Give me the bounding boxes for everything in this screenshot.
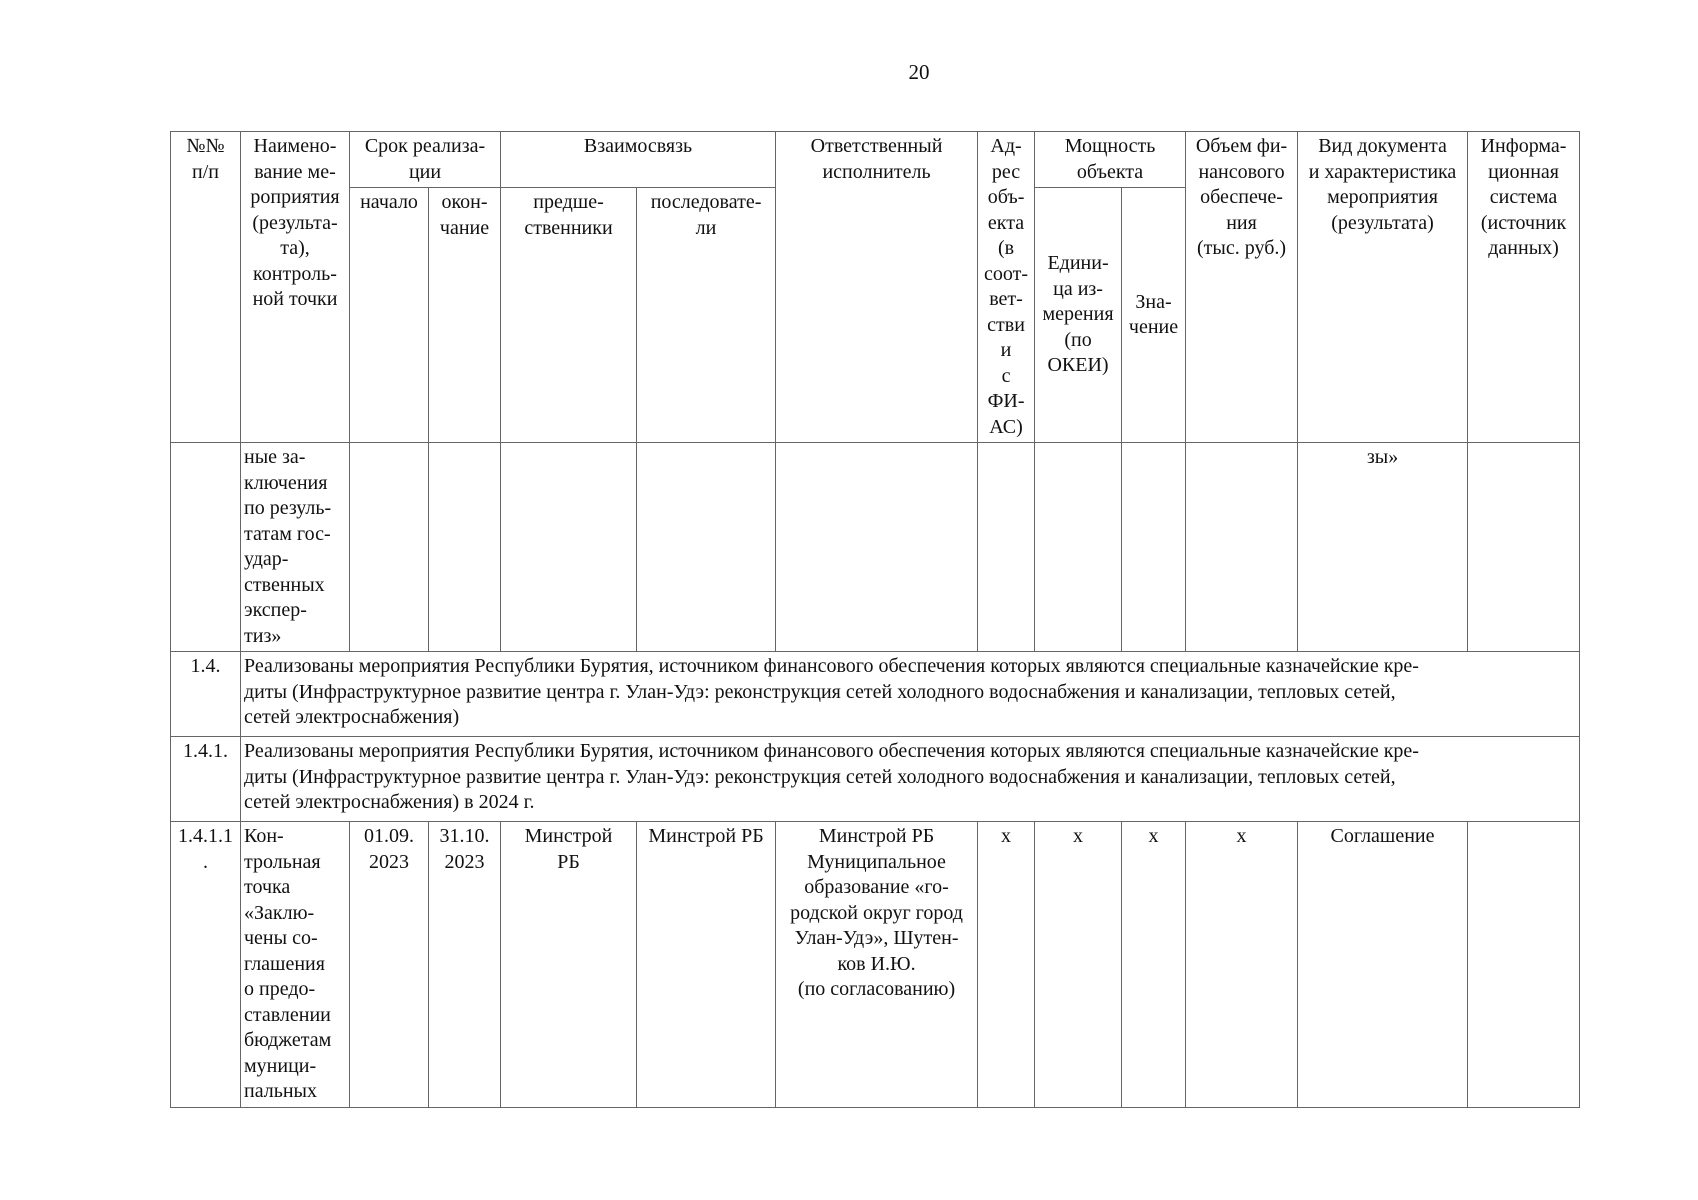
cell bbox=[429, 443, 501, 652]
header-term-end: окон- чание bbox=[429, 188, 501, 443]
cell-section-text: Реализованы мероприятия Республики Бурятия, источником финансового обеспечения которых являются специальные казначейские кре- диты (Инфраструктурное развитие центра г. Улан-Удэ: реконструкция сетей холодного водоснабжения и канализации, тепловых сетей, сетей электроснабжения) в 2024 г. bbox=[241, 737, 1580, 822]
cell-responsible: Минстрой РБ Муниципальное образование «го- родской округ город Улан-Удэ», Шутен- ков И.Ю. (по согласованию) bbox=[776, 822, 978, 1108]
cell-doc-type: Соглашение bbox=[1298, 822, 1468, 1108]
header-doc-type: Вид документа и характеристика мероприятия (результата) bbox=[1298, 132, 1468, 443]
cell-capacity-unit: х bbox=[1035, 822, 1122, 1108]
cell bbox=[637, 443, 776, 652]
header-num: №№ п/п bbox=[171, 132, 241, 443]
header-row bbox=[171, 132, 1580, 188]
cell-next: Минстрой РБ bbox=[637, 822, 776, 1108]
cell-address: х bbox=[978, 822, 1035, 1108]
cell bbox=[501, 443, 637, 652]
cell bbox=[978, 443, 1035, 652]
header-term: Срок реализа- ции bbox=[350, 132, 501, 188]
table-row-1-4-1-1 bbox=[171, 822, 1580, 1108]
header-info-system: Информа- ционная система (источник данных) bbox=[1468, 132, 1580, 443]
cell bbox=[1122, 443, 1186, 652]
cell bbox=[1186, 443, 1298, 652]
cell-num: 1.4. bbox=[171, 652, 241, 737]
header-responsible: Ответственный исполнитель bbox=[776, 132, 978, 443]
cell bbox=[1468, 443, 1580, 652]
cell-doc-type: зы» bbox=[1298, 443, 1468, 652]
cell bbox=[1035, 443, 1122, 652]
header-link-next: последовате- ли bbox=[637, 188, 776, 443]
cell bbox=[171, 443, 241, 652]
header-capacity-value: Зна- чение bbox=[1122, 188, 1186, 443]
cell-prev: Минстрой РБ bbox=[501, 822, 637, 1108]
cell-num: 1.4.1. bbox=[171, 737, 241, 822]
cell-capacity-value: х bbox=[1122, 822, 1186, 1108]
cell-num: 1.4.1.1 . bbox=[171, 822, 241, 1108]
header-address: Ад- рес объ- екта (в соот- вет- стви и с ФИ- АС) bbox=[978, 132, 1035, 443]
header-link-prev: предше- ственники bbox=[501, 188, 637, 443]
header-term-start: начало bbox=[350, 188, 429, 443]
cell bbox=[350, 443, 429, 652]
cell-start: 01.09. 2023 bbox=[350, 822, 429, 1108]
table-row-section-1-4-1 bbox=[171, 737, 1580, 822]
header-link: Взаимосвязь bbox=[501, 132, 776, 188]
cell bbox=[776, 443, 978, 652]
table-row-section-1-4 bbox=[171, 652, 1580, 737]
cell-end: 31.10. 2023 bbox=[429, 822, 501, 1108]
cell-name: Кон- трольная точка «Заклю- чены со- глашения о предо- ставлении бюджетам муници- пальных bbox=[241, 822, 350, 1108]
header-name: Наимено- вание ме- роприятия (результа- та), контроль- ной точки bbox=[241, 132, 350, 443]
header-capacity-unit: Едини- ца из- мерения (по ОКЕИ) bbox=[1035, 188, 1122, 443]
header-capacity: Мощность объекта bbox=[1035, 132, 1186, 188]
cell-info-system bbox=[1468, 822, 1580, 1108]
cell-name: ные за- ключения по резуль- татам гос- удар- ственных экспер- тиз» bbox=[241, 443, 350, 652]
cell-section-text: Реализованы мероприятия Республики Бурятия, источником финансового обеспечения которых являются специальные казначейские кре- диты (Инфраструктурное развитие центра г. Улан-Удэ: реконструкция сетей холодного водоснабжения и канализации, тепловых сетей, сетей электроснабжения) bbox=[241, 652, 1580, 737]
cell-finance: х bbox=[1186, 822, 1298, 1108]
activity-plan-table bbox=[170, 131, 1580, 1108]
page-number: 20 bbox=[908, 60, 930, 84]
header-finance: Объем фи- нансового обеспече- ния (тыс. руб.) bbox=[1186, 132, 1298, 443]
table-row-continuation bbox=[171, 443, 1580, 652]
